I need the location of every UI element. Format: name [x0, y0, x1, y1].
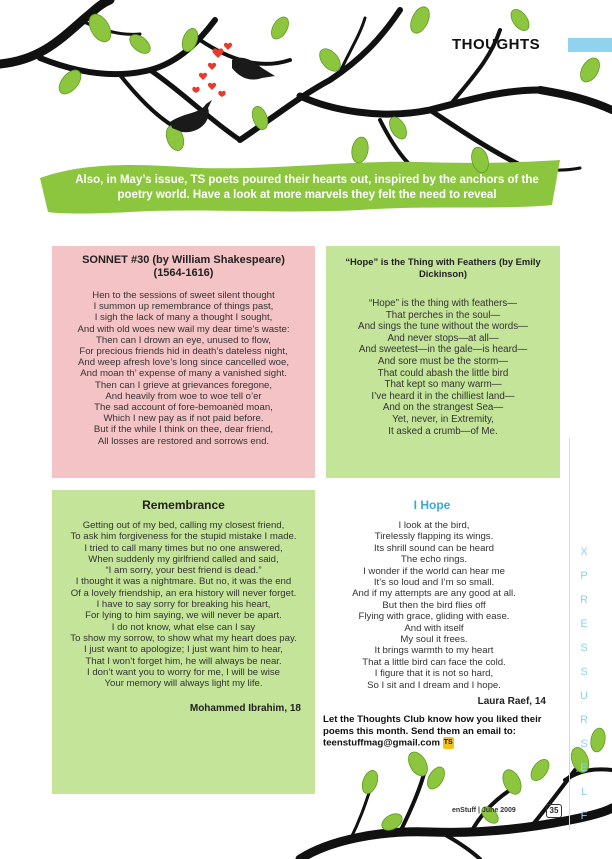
poem-line: It brings warmth to my heart [374, 645, 494, 657]
ts-logo-icon: TS [443, 737, 454, 749]
poem-line: Your memory will always light my life. [104, 678, 263, 690]
poem-line: I have to say sorry for breaking his heart, [96, 599, 271, 611]
poem-line: To show my sorrow, to show what my heart does pay. [70, 632, 297, 644]
hope-dickinson-box [326, 246, 560, 478]
poem-line: And weep afresh love’s long since cancelled woe, [77, 357, 289, 369]
poem-line: That could abash the little bird [377, 367, 509, 379]
poem-line: When suddenly my girlfriend called and said, [88, 553, 279, 565]
poem-line: And sweetest—in the gale—is heard— [358, 344, 528, 356]
divider-line [569, 438, 570, 830]
remembrance-poem [66, 520, 301, 689]
i-hope-poem [334, 520, 534, 691]
i-hope-title: I Hope [413, 498, 451, 512]
vertical-letter: E [580, 618, 590, 630]
poem-line: I tried to call many times but no one answered, [84, 542, 283, 554]
poem-line: And with itself [404, 622, 464, 634]
poem-line: “I am sorry, your best friend is dead.” [105, 565, 262, 577]
poem-line: All losses are restored and sorrows end. [97, 435, 270, 447]
poem-line: I’ve heard it in the chilliest land— [371, 390, 515, 402]
remembrance-author: Mohammed Ibrahim, 18 [189, 703, 301, 715]
footer-text: enStuff | June 2009 [452, 807, 516, 814]
poem-line: Hen to the sessions of sweet silent thought [92, 290, 275, 301]
expressurself-vertical-text [578, 540, 592, 828]
poem-line: That I won’t forget him, he will always be near. [85, 655, 282, 667]
poem-line: That a little bird can face the cold. [362, 656, 506, 668]
poem-line: Its shrill sound can be heard [374, 542, 494, 554]
poem-line: I look at the bird, [398, 520, 470, 531]
poem-line: I thought it was a nightmare. But no, it was the end [75, 576, 292, 588]
poem-line: The sad account of fore-bemoanèd moan, [94, 402, 273, 414]
vertical-letter: S [580, 738, 590, 750]
vertical-letter: L [580, 786, 590, 798]
poem-line: That perches in the soul— [385, 309, 501, 321]
hope-dickinson-poem [334, 298, 552, 437]
poem-line: For precious friends hid in death’s dateless night, [79, 346, 288, 358]
poem-line: And with old woes new wail my dear time’s waste: [77, 323, 290, 335]
poem-line: That kept so many warm— [384, 379, 502, 391]
vertical-letter: X [580, 546, 590, 558]
title-accent-bar [568, 38, 612, 52]
poem-line: I don’t want you to worry for me, I will be wise [86, 666, 280, 678]
poem-line: “Hope” is the thing with feathers— [368, 298, 518, 309]
page-number: 35 [546, 804, 562, 818]
poem-line: Then can I drown an eye, unused to flow, [96, 334, 271, 346]
poem-line: Which I new pay as if not paid before. [103, 413, 264, 425]
vertical-letter: P [580, 570, 590, 582]
poem-line: Of a lovely friendship, an era history will never forget. [70, 587, 297, 599]
poem-line: And if my attempts are any good at all. [352, 588, 516, 600]
poem-line: The echo rings. [400, 554, 468, 566]
poem-line: So I sit and I dream and I hope. [367, 679, 501, 691]
poem-line: I sigh the lack of many a thought I sought, [94, 312, 273, 324]
vertical-letter: R [580, 714, 590, 726]
poem-line: And never stops—at all— [387, 332, 499, 344]
remembrance-box [52, 490, 315, 794]
poem-line: Then can I grieve at grievances foregone, [94, 379, 273, 391]
poem-line: Yet, never, in Extremity, [392, 413, 494, 425]
poem-line: And moan th’ expense of many a vanished sight. [80, 368, 287, 380]
call-to-action [323, 714, 558, 749]
poem-line: And heavily from woe to woe tell o’er [105, 390, 262, 402]
heart-icon [192, 43, 232, 97]
sonnet-box [52, 246, 315, 478]
vertical-letter: R [580, 594, 590, 606]
poem-line: It’s so loud and I’m so small. [373, 577, 495, 589]
poem-line: For lying to him saying, we will never be apart. [85, 610, 282, 622]
vertical-letter: S [580, 642, 590, 654]
poem-line: Tirelessly flapping its wings. [374, 531, 494, 543]
poem-line: I figure that it is not so hard, [374, 668, 494, 680]
sonnet-title: SONNET #30 (by William Shakespeare) (1564-1616) [82, 254, 285, 279]
intro-banner-text: Also, in May’s issue, TS poets poured their hearts out, inspired by the anchors of the poetry world. Have a look at more marvels they felt the need to reveal [75, 174, 539, 201]
poem-line: My soul it frees. [400, 634, 468, 646]
poem-line: Getting out of my bed, calling my closest friend, [82, 520, 285, 531]
section-title: THOUGHTS [452, 36, 541, 53]
poem-line: I summon up remembrance of things past, [93, 301, 274, 313]
vertical-letter: S [580, 666, 590, 678]
poem-line: I just want to apologize; I just want him to hear, [84, 644, 283, 656]
i-hope-author: Laura Raef, 14 [477, 696, 546, 707]
vertical-letter: U [580, 690, 590, 702]
poem-line: I wonder if the world can hear me [363, 565, 505, 577]
poem-line: But if the while I think on thee, dear friend, [93, 424, 274, 436]
sonnet-poem [60, 290, 307, 447]
poem-line: To ask him forgiveness for the stupid mistake I made. [70, 531, 297, 543]
poem-line: Flying with grace, gliding with ease. [358, 611, 510, 623]
remembrance-title: Remembrance [142, 498, 225, 512]
hope-dickinson-title: “Hope” is the Thing with Feathers (by Emily Dickinson) [345, 256, 541, 279]
poem-line: But then the bird flies off [382, 599, 486, 611]
poem-line: And sore must be the storm— [377, 355, 509, 367]
poem-line: And on the strangest Sea— [382, 402, 504, 414]
email-link[interactable]: teenstuffmag@gmail.com [323, 737, 441, 749]
poem-line: It asked a crumb—of Me. [388, 425, 498, 437]
cta-text: Let the Thoughts Club know how you liked their poems this month. Send them an email to: [323, 714, 542, 737]
vertical-letter: F [580, 810, 590, 822]
poem-line: And sings the tune without the words— [358, 321, 528, 333]
vertical-letter: E [580, 762, 590, 774]
poem-line: I do not know, what else can I say [111, 621, 256, 633]
